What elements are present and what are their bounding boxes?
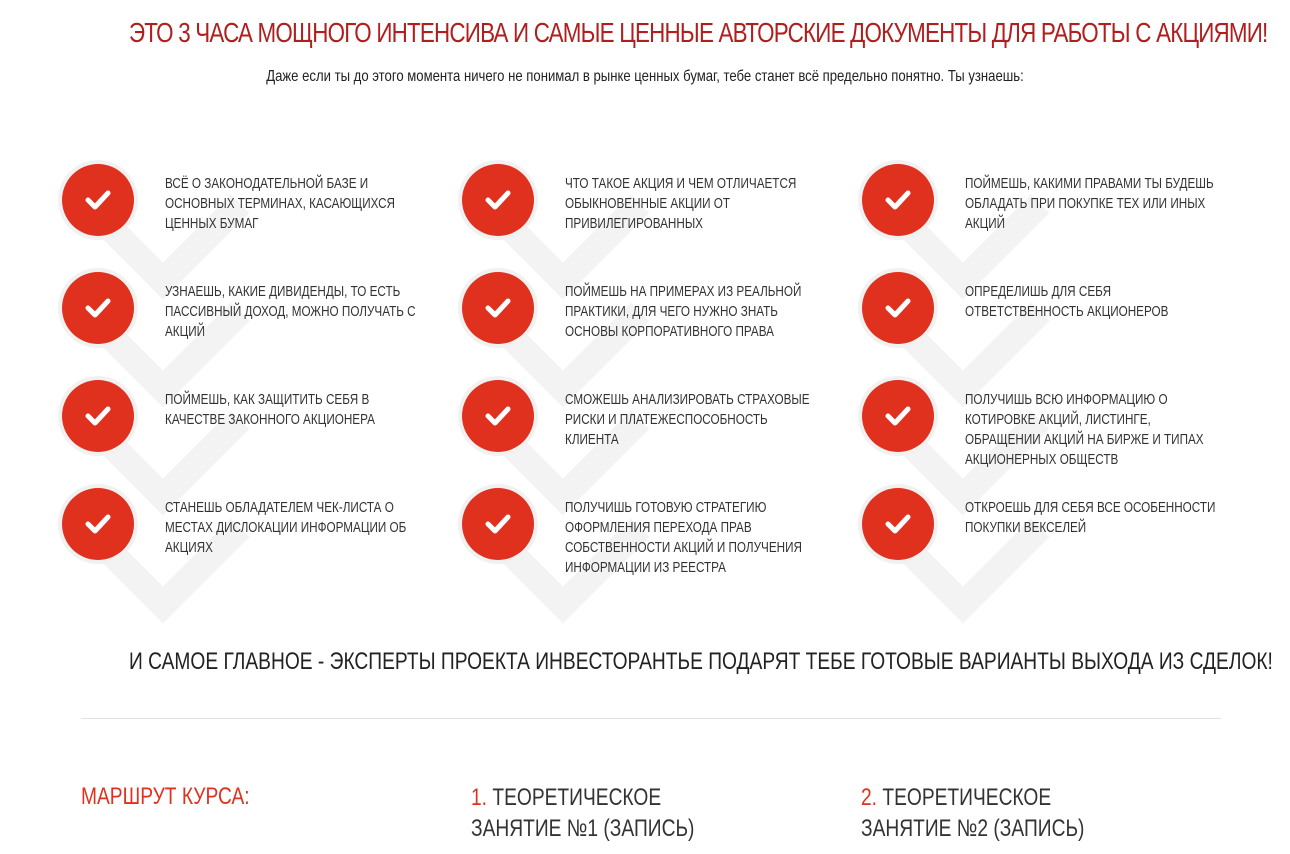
feature-text: СМОЖЕШЬ АНАЛИЗИРОВАТЬ СТРАХОВЫЕ РИСКИ И ПЛАТЕЖЕСПОСОБНОСТЬ КЛИЕНТА [565, 391, 810, 448]
feature-text: ВСЁ О ЗАКОНОДАТЕЛЬНОЙ БАЗЕ И ОСНОВНЫХ ТЕРМИНАХ, КАСАЮЩИХСЯ ЦЕННЫХ БУМАГ [165, 175, 395, 232]
highlight-text: И САМОЕ ГЛАВНОЕ - ЭКСПЕРТЫ ПРОЕКТА ИНВЕСТОРАНТЬЕ ПОДАРЯТ ТЕБЕ ГОТОВЫЕ ВАРИАНТЫ ВЫХОДА ИЗ СДЕЛОК! [129, 648, 1273, 675]
feature-item [862, 268, 1242, 376]
check-badge [462, 272, 534, 344]
check-icon [885, 297, 911, 319]
check-icon [85, 189, 111, 211]
feature-text: ПОЙМЕШЬ, КАКИМИ ПРАВАМИ ТЫ БУДЕШЬ ОБЛАДАТЬ ПРИ ПОКУПКЕ ТЕХ ИЛИ ИНЫХ АКЦИЙ [965, 175, 1214, 232]
lesson-item [861, 782, 1133, 844]
feature-item [462, 376, 842, 484]
check-badge [862, 488, 934, 560]
feature-item [862, 376, 1242, 484]
lesson-number: 2. [861, 784, 878, 811]
feature-text: УЗНАЕШЬ, КАКИЕ ДИВИДЕНДЫ, ТО ЕСТЬ ПАССИВНЫЙ ДОХОД, МОЖНО ПОЛУЧАТЬ С АКЦИЙ [165, 283, 416, 340]
feature-item [862, 160, 1242, 268]
page-title: ЭТО 3 ЧАСА МОЩНОГО ИНТЕНСИВА И САМЫЕ ЦЕННЫЕ АВТОРСКИЕ ДОКУМЕНТЫ ДЛЯ РАБОТЫ С АКЦИЯМИ! [129, 17, 1268, 48]
check-badge [862, 380, 934, 452]
feature-item [462, 160, 842, 268]
lesson-title: ТЕОРЕТИЧЕСКОЕ ЗАНЯТИЕ №1 (ЗАПИСЬ) [471, 784, 695, 842]
check-icon [85, 513, 111, 535]
check-badge [862, 272, 934, 344]
route-title: МАРШРУТ КУРСА: [81, 783, 250, 810]
page-subtitle: Даже если ты до этого момента ничего не понимал в рынке ценных бумаг, тебе станет всё предельно понятно. Ты узнаешь: [266, 68, 1024, 85]
feature-item [62, 160, 442, 268]
feature-text: ОТКРОЕШЬ ДЛЯ СЕБЯ ВСЕ ОСОБЕННОСТИ ПОКУПКИ ВЕКСЕЛЕЙ [965, 499, 1216, 536]
feature-text: ПОЛУЧИШЬ ГОТОВУЮ СТРАТЕГИЮ ОФОРМЛЕНИЯ ПЕРЕХОДА ПРАВ СОБСТВЕННОСТИ АКЦИЙ И ПОЛУЧЕНИЯ ИНФОРМАЦИИ ИЗ РЕЕСТРА [565, 499, 802, 576]
check-icon [485, 297, 511, 319]
check-icon [885, 189, 911, 211]
feature-text: ПОЙМЕШЬ НА ПРИМЕРАХ ИЗ РЕАЛЬНОЙ ПРАКТИКИ, ДЛЯ ЧЕГО НУЖНО ЗНАТЬ ОСНОВЫ КОРПОРАТИВНОГО ПРАВА [565, 283, 802, 340]
feature-text: ПОЙМЕШЬ, КАК ЗАЩИТИТЬ СЕБЯ В КАЧЕСТВЕ ЗАКОННОГО АКЦИОНЕРА [165, 391, 375, 428]
feature-text: ЧТО ТАКОЕ АКЦИЯ И ЧЕМ ОТЛИЧАЕТСЯ ОБЫКНОВЕННЫЕ АКЦИИ ОТ ПРИВИЛЕГИРОВАННЫХ [565, 175, 797, 232]
feature-item [462, 484, 842, 592]
feature-item [62, 376, 442, 484]
check-badge [462, 488, 534, 560]
check-badge [462, 380, 534, 452]
feature-item [62, 484, 442, 592]
lesson-item [471, 782, 743, 844]
check-badge [62, 272, 134, 344]
check-icon [85, 405, 111, 427]
feature-item [862, 484, 1242, 592]
check-icon [485, 513, 511, 535]
check-badge [62, 164, 134, 236]
feature-text: ПОЛУЧИШЬ ВСЮ ИНФОРМАЦИЮ О КОТИРОВКЕ АКЦИЙ, ЛИСТИНГЕ, ОБРАЩЕНИИ АКЦИЙ НА БИРЖЕ И ТИПАХ АКЦИОНЕРНЫХ ОБЩЕСТВ [965, 391, 1204, 468]
check-badge [62, 488, 134, 560]
check-badge [62, 380, 134, 452]
check-icon [485, 189, 511, 211]
features-grid [62, 160, 1242, 620]
check-badge [462, 164, 534, 236]
check-icon [85, 297, 111, 319]
divider [81, 718, 1221, 719]
feature-text: ОПРЕДЕЛИШЬ ДЛЯ СЕБЯ ОТВЕТСТВЕННОСТЬ АКЦИОНЕРОВ [965, 283, 1169, 320]
feature-item [62, 268, 442, 376]
check-icon [485, 405, 511, 427]
check-icon [885, 513, 911, 535]
lesson-number: 1. [471, 784, 488, 811]
check-icon [885, 405, 911, 427]
feature-item [462, 268, 842, 376]
feature-text: СТАНЕШЬ ОБЛАДАТЕЛЕМ ЧЕК-ЛИСТА О МЕСТАХ ДИСЛОКАЦИИ ИНФОРМАЦИИ ОБ АКЦИЯХ [165, 499, 407, 556]
lesson-title: ТЕОРЕТИЧЕСКОЕ ЗАНЯТИЕ №2 (ЗАПИСЬ) [861, 784, 1085, 842]
check-badge [862, 164, 934, 236]
